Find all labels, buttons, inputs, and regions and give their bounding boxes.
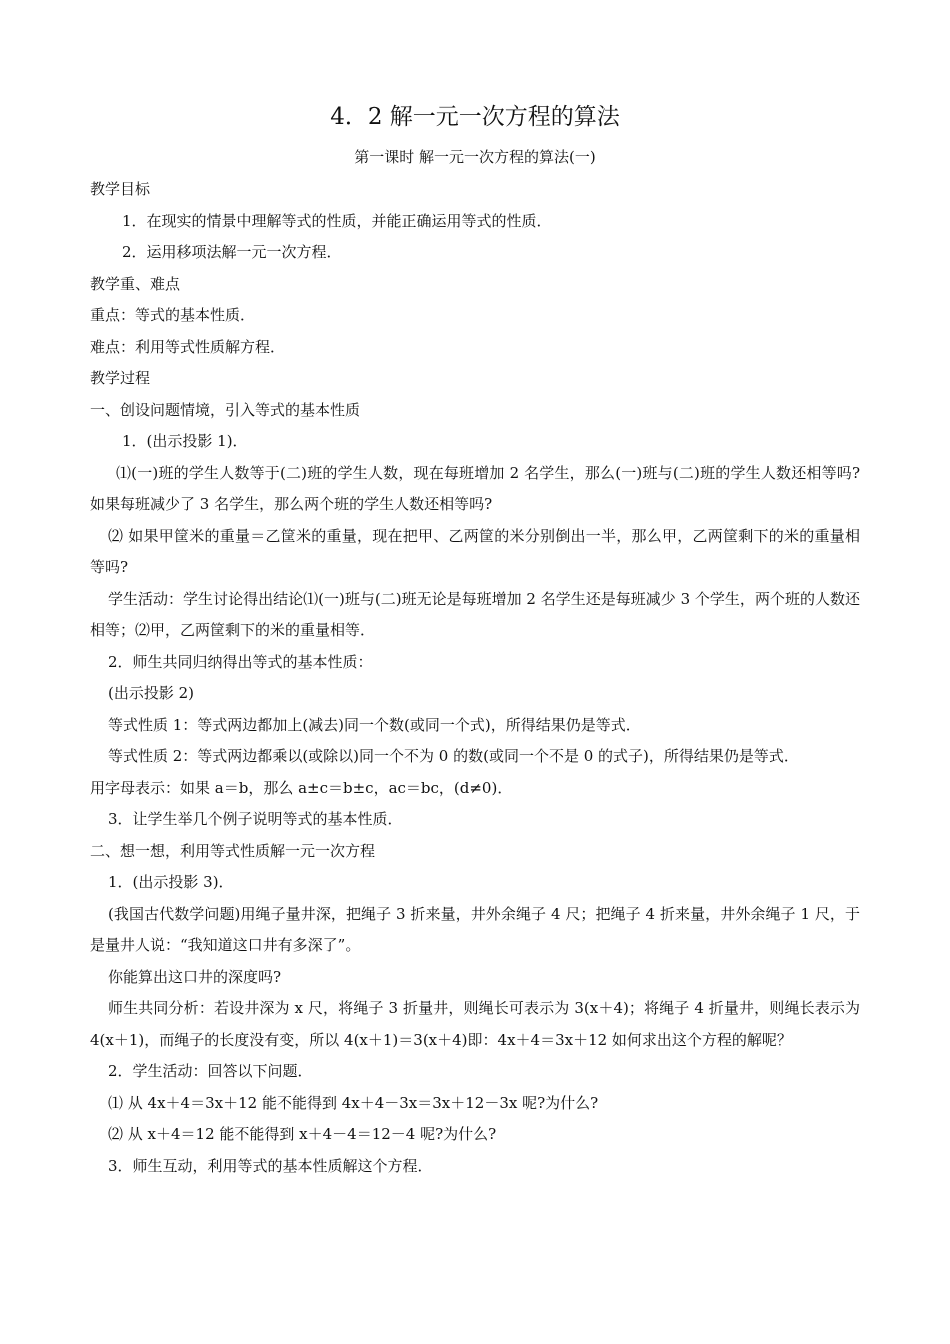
section-1-heading: 一、创设问题情境，引入等式的基本性质 xyxy=(90,400,361,419)
projection-1-label: 1．(出示投影 1)． xyxy=(122,432,248,450)
difficult-point: 难点：利用等式性质解方程． xyxy=(90,337,286,356)
question-2: ⑵ 如果甲筐米的重量＝乙筐米的重量，现在把甲、乙两筐的米分别倒出一半，那么甲，乙两筐剩下的米的重量相等吗? xyxy=(90,526,860,576)
examples-prompt: 3．让学生举几个例子说明等式的基本性质． xyxy=(108,810,403,828)
property-2: 等式性质 2：等式两边都乘以(或除以)同一个不为 0 的数(或同一个不是 0 的式子)，所得结果仍是等式． xyxy=(108,747,799,765)
ancient-problem: (我国古代数学问题)用绳子量井深，把绳子 3 折来量，井外余绳子 4 尺；把绳子 4 折来量，井外余绳子 1 尺，于是量井人说：“我知道这口井有多深了”。 xyxy=(90,904,860,954)
objective-2: 2．运用移项法解一元一次方程． xyxy=(122,243,342,261)
question-1: ⑴(一)班的学生人数等于(二)班的学生人数，现在每班增加 2 名学生，那么(一)班与(二)班的学生人数还相等吗?如果每班减少了 3 名学生，那么两个班的学生人数还相等吗? xyxy=(90,463,860,513)
activity-question-2: ⑵ 从 x＋4＝12 能不能得到 x＋4－4＝12－4 呢?为什么? xyxy=(108,1125,497,1143)
interaction-step: 3．师生互动，利用等式的基本性质解这个方程． xyxy=(108,1156,433,1175)
depth-question: 你能算出这口井的深度吗? xyxy=(108,967,282,986)
summary-heading: 2．师生共同归纳得出等式的基本性质： xyxy=(108,652,373,671)
heading-objectives: 教学目标 xyxy=(90,180,151,198)
document-page xyxy=(90,100,860,1182)
section-2-heading: 二、想一想，利用等式性质解一元一次方程 xyxy=(90,841,376,860)
property-1: 等式性质 1：等式两边都加上(减去)同一个数(或同一个式)，所得结果仍是等式． xyxy=(108,715,641,734)
key-point: 重点：等式的基本性质． xyxy=(90,306,256,324)
page-subtitle: 第一课时 解一元一次方程的算法(一) xyxy=(354,148,596,166)
heading-key-points: 教学重、难点 xyxy=(90,274,181,293)
student-activity-1: 学生活动：学生讨论得出结论⑴(一)班与(二)班无论是每班增加 2 名学生还是每班减少 3 个学生，两个班的人数还相等；⑵甲，乙两筐剩下的米的重量相等． xyxy=(90,589,860,639)
joint-analysis: 师生共同分析：若设井深为 x 尺，将绳子 3 折量井，则绳长可表示为 3(x＋4)；将绳子 4 折量井，则绳长表示为 4(x＋1)，而绳子的长度没有变，所以 4(x＋1)＝3(x＋4)即：4x＋4＝3x＋12 如何求出这个方程的解呢？ xyxy=(90,999,860,1049)
projection-3-label: 1．(出示投影 3)． xyxy=(108,873,234,891)
projection-2-label: (出示投影 2) xyxy=(108,684,195,702)
letter-notation: 用字母表示：如果 a＝b，那么 a±c＝b±c，ac＝bc，(d≠0)． xyxy=(90,778,513,797)
heading-process: 教学过程 xyxy=(90,369,151,387)
activity-question-1: ⑴ 从 4x＋4＝3x＋12 能不能得到 4x＋4－3x＝3x＋12－3x 呢?为什么? xyxy=(108,1093,599,1112)
page-title: 4．2 解一元一次方程的算法 xyxy=(330,104,620,130)
student-activity-2: 2．学生活动：回答以下问题． xyxy=(108,1062,313,1080)
objective-1: 1．在现实的情景中理解等式的性质，并能正确运用等式的性质． xyxy=(122,211,552,230)
